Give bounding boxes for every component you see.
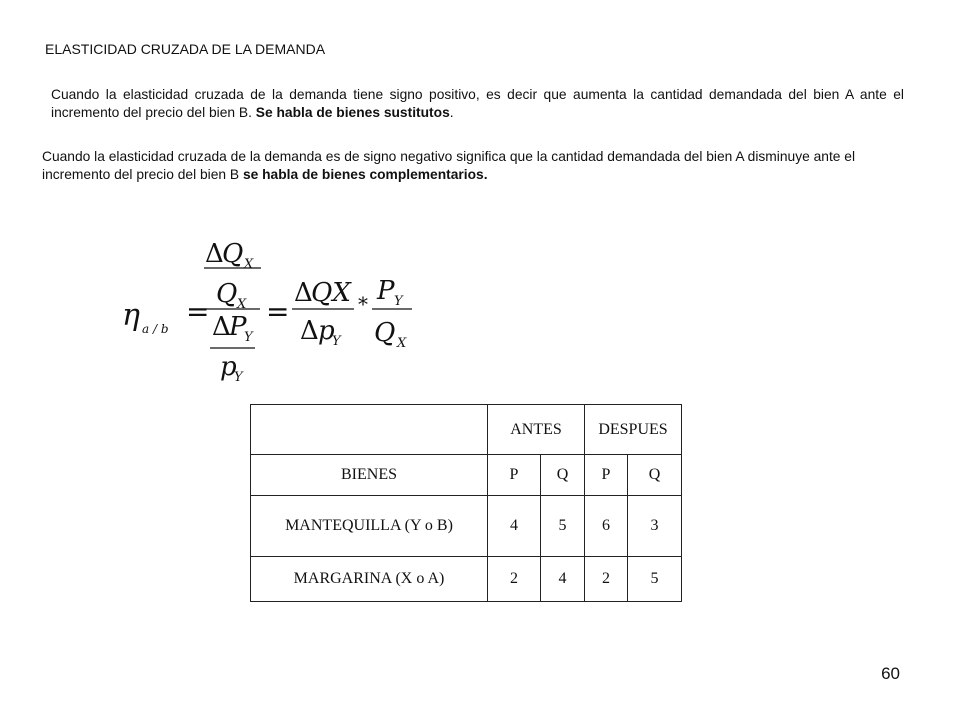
table-header-q-despues: Q <box>628 455 682 496</box>
table-header-p-antes: P <box>488 455 541 496</box>
document-title: ELASTICIDAD CRUZADA DE LA DEMANDA <box>45 41 326 57</box>
formula-sub-x-2: X <box>237 297 247 312</box>
table-header-row-top <box>251 405 682 455</box>
formula-q-2: Q <box>216 279 238 309</box>
formula-p-1: P <box>229 312 247 342</box>
table-cell-p-despues: 2 <box>585 557 628 602</box>
table-header-despues: DESPUES <box>585 405 682 455</box>
table-empty-corner <box>251 405 488 455</box>
paragraph-complements-bold: se habla de bienes complementarios. <box>242 167 488 182</box>
table-cell-q-despues: 3 <box>628 496 682 557</box>
table-cell-q-despues: 5 <box>628 557 682 602</box>
table-header-row-sub <box>251 455 682 496</box>
paragraph-complements <box>42 148 904 184</box>
table-cell-p-despues: 6 <box>585 496 628 557</box>
paragraph-substitutes <box>51 86 904 122</box>
paragraph-complements-text: Cuando la elasticidad cruzada de la demanda es de signo negativo significa que la cantidad demandada del bien A disminuye ante el incremento del precio del bien B <box>42 149 856 182</box>
formula-times: * <box>358 292 368 316</box>
formula-equals-2: = <box>266 295 290 328</box>
formula-p-2: p <box>318 316 335 346</box>
table-row <box>251 496 682 557</box>
table-header-antes: ANTES <box>488 405 585 455</box>
paragraph-substitutes-end: . <box>449 105 454 120</box>
formula-sub-y-4: Y <box>394 294 403 309</box>
table-cell-q-antes: 4 <box>541 557 585 602</box>
formula-eta: η <box>122 298 140 333</box>
paragraph-substitutes-bold: Se habla de bienes sustitutos <box>255 105 450 120</box>
goods-price-quantity-table <box>250 404 682 602</box>
formula-delta-2: Δ <box>212 312 231 342</box>
formula-delta-4: Δ <box>300 316 319 346</box>
table-header-q-antes: Q <box>541 455 585 496</box>
table-cell-good: MANTEQUILLA (Y o B) <box>251 496 488 557</box>
table-cell-p-antes: 2 <box>488 557 541 602</box>
formula-sub-x-3: X <box>397 336 407 351</box>
formula-delta-3: Δ <box>294 278 313 308</box>
formula-delta-1: Δ <box>205 239 224 269</box>
table-row <box>251 557 682 602</box>
formula-p-3: P <box>377 276 395 306</box>
paragraph-substitutes-text: Cuando la elasticidad cruzada de la demanda tiene signo positivo, es decir que aumenta la cantidad demandada del bien A ante el incremento del precio del bien B. <box>51 87 904 120</box>
formula-sub-x-1: X <box>244 257 254 272</box>
formula-eta-subscript: a / b <box>142 322 169 336</box>
page-number: 60 <box>881 664 900 683</box>
formula-p-lower: p <box>220 352 237 382</box>
table-header-p-despues: P <box>585 455 628 496</box>
formula-sub-y-1: Y <box>244 330 253 345</box>
formula-equals-1: = <box>186 295 210 328</box>
formula-sub-y-3: Y <box>332 334 341 349</box>
table-header-bienes: BIENES <box>251 455 488 496</box>
cross-elasticity-formula <box>118 225 438 385</box>
table-cell-q-antes: 5 <box>541 496 585 557</box>
table-cell-good: MARGARINA (X o A) <box>251 557 488 602</box>
formula-q-3: Q <box>374 318 396 348</box>
formula-qx: QX <box>311 278 351 308</box>
formula-q-1: Q <box>222 239 244 269</box>
formula-sub-y-2: Y <box>234 370 243 385</box>
table-cell-p-antes: 4 <box>488 496 541 557</box>
